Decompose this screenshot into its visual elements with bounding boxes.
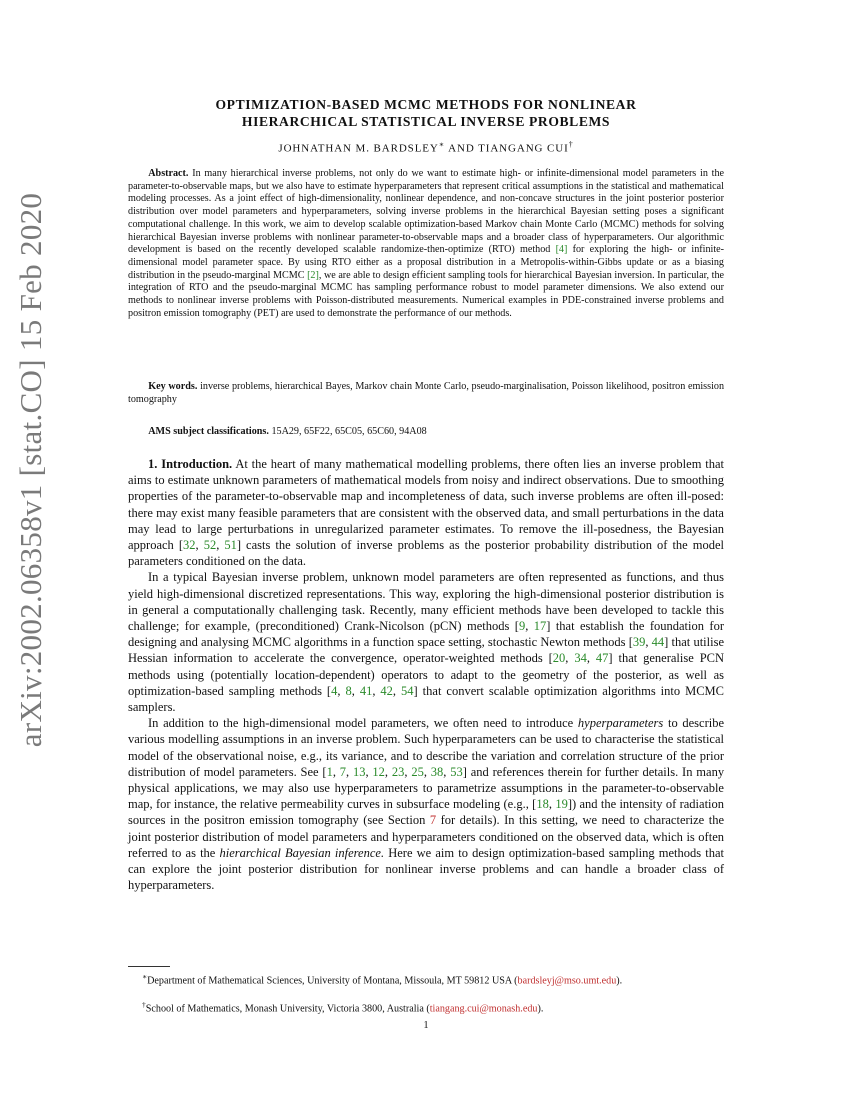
email-link[interactable]: tiangang.cui@monash.edu	[429, 1003, 538, 1015]
citation-link[interactable]: 13	[352, 764, 366, 779]
emphasis-text: hierarchical Bayesian inference.	[219, 845, 385, 860]
paragraph-text: ] that convert scalable optimization algorithms into MCMC samplers.	[128, 683, 725, 715]
keywords-text: inverse problems, hierarchical Bayes, Markov chain Monte Carlo, pseudo-marginalisation, Poisson likelihood, positron emission tomography	[128, 381, 725, 405]
citation-link[interactable]: 42	[380, 683, 393, 698]
citation-link[interactable]: 52	[203, 538, 217, 553]
citation-link[interactable]: 39	[632, 635, 646, 650]
abstract-text-2: for exploring the high- or infinite-dimensional model parameter space. By using RTO either as a proposal distribution in a Metropolis-within-Gibbs update or as a biasing distribution in the pseudo-marginal MCMC	[128, 244, 724, 281]
intro-paragraph-2: In a typical Bayesian inverse problem, unknown model parameters are often represented as functions, and thus yield high-dimensional discretized representations. This way, exploring the high-dimensional posterior distribution is in general a computationally challenging task. Recently, many efficient methods have been developed to tackle this challenge; for example, (preconditioned) Crank-Nicolson (pCN) methods [9, 17] that establish the foundation for designing and analysing MCMC algorithms in a function space setting, stochastic Newton methods [39, 44] that utilise Hessian information to accelerate the convergence, operator-weighted methods [20, 34, 47] that generalise PCN methods using (potentially location-dependent) operators to adapt to the geometry of the posterior, as well as optimization-based sampling methods [4, 8, 41, 42, 54] that convert scalable optimization algorithms into MCMC samplers.	[128, 570, 725, 715]
citation-link[interactable]: 17	[533, 619, 547, 634]
citation-link[interactable]: 32	[183, 538, 196, 553]
abstract-label: Abstract.	[148, 168, 189, 179]
paragraph-text: ] casts the solution of inverse problems as the posterior probability distribution of the model parameters conditioned on the data.	[128, 538, 724, 569]
footnote-rule	[128, 966, 170, 967]
citation-link[interactable]: 1	[326, 764, 333, 779]
keywords-label: Key words.	[148, 381, 198, 392]
citation-link[interactable]: 8	[345, 683, 352, 698]
author-separator: AND	[445, 142, 479, 155]
keywords	[128, 381, 724, 406]
abstract-text: In many hierarchical inverse problems, not only do we want to estimate high- or infinite-dimensional model parameters in the parameter-to-observable maps, but we also have to estimate hyperparameters that represent critical assumptions in the statistical and mathematical modeling processes. As a joint effect of high-dimensionality, nonlinear dependence, and non-concave structures in the joint posterior posterior distribution over model parameters and hyperparameters, solving inverse problems in the hierarchical Bayesian setting poses a significant computational challenge. In this work, we aim to develop scalable optimization-based Markov chain Monte Carlo (MCMC) methods for solving hierarchical Bayesian inverse problems with nonlinear parameter-to-observable maps and a broader class of hyperparameters. Our algorithmic development is based on the recently developed scalable randomize-then-optimize (RTO) method	[128, 168, 725, 256]
citation-link[interactable]: 25	[411, 764, 424, 779]
footnote-text: ).	[537, 1003, 544, 1015]
footnote-2	[128, 999, 724, 1016]
citation-link[interactable]: 9	[518, 619, 526, 634]
section-reference-link[interactable]: 7	[429, 813, 437, 828]
page-number: 1	[423, 1020, 429, 1031]
paragraph-text: At the heart of many mathematical modelling problems, there often lies an inverse problem that aims to estimate unknown parameters of mathematical models from noisy and indirect observations. Due to smoothing properties of the parameter-to-observable map and incompleteness of data, such inverse problems are often ill-posed: there may exist many feasible parameters that are consistent with the observed data, and small perturbations in the data may lead to large perturbations in unregularized parameter estimates. To remove the ill-posedness, the Bayesian approach [	[128, 457, 725, 553]
paragraph-text: to describe various modelling assumptions in an inverse problem. Such hyperparameters can be used to characterise the statistical model of the observational noise, e.g., its variance, and to describe the variation and correlation structure of the prior distribution of model parameters. See [	[128, 716, 725, 779]
paragraph-text: ] that utilise Hessian information to accelerate the convergence, operator-weighted methods [	[128, 635, 724, 666]
author-list	[128, 140, 724, 155]
citation-link[interactable]: 4	[331, 683, 338, 698]
author-1: JOHNATHAN M. BARDSLEY	[278, 142, 439, 155]
footnote-text: ).	[616, 975, 623, 987]
email-link[interactable]: bardsleyj@mso.umt.edu	[517, 975, 617, 987]
footnote-text: School of Mathematics, Monash University, Victoria 3800, Australia (	[145, 1003, 430, 1015]
citation-link[interactable]: 51	[224, 538, 237, 553]
emphasis-text: hyperparameters	[577, 716, 664, 731]
footnote-mark: ∗	[142, 972, 148, 981]
paragraph-text: Here we aim to design optimization-based sampling methods that can explore the joint posterior distribution for nonlinear inverse problems and can handle a broader class of hyperparameters.	[128, 845, 725, 893]
arxiv-identifier: arXiv:2002.06358v1 [stat.CO] 15 Feb 2020	[13, 192, 48, 748]
paragraph-text: for details). In this setting, we need to characterize the joint posterior distribution of model parameters and hyperparameters conditioned on the observed data, which is often referred to as the	[128, 813, 724, 860]
citation-link[interactable]: 38	[430, 764, 444, 779]
paragraph-text: In addition to the high-dimensional model parameters, we often need to introduce	[148, 716, 578, 731]
introduction-section	[128, 456, 724, 893]
citation-link[interactable]: 7	[339, 764, 347, 779]
citation-link[interactable]: 12	[372, 764, 385, 779]
intro-paragraph-3: In addition to the high-dimensional model parameters, we often need to introduce hyperparameters to describe various modelling assumptions in an inverse problem. Such hyperparameters can be used to characterise the statistical model of the observational noise, e.g., its variance, and to describe the variation and correlation structure of the prior distribution of model parameters. See [1, 7, 13, 12, 23, 25, 38, 53] and references therein for further details. In many physical applications, we may also use hyperparameters to parametrize assumptions in the parameter-to-observable map, for instance, the relative permeability curves in subsurface modeling (e.g., [18, 19]) and the intensity of radiation sources in the positron emission tomography (see Section 7 for details). In this setting, we need to characterize the joint posterior distribution of model parameters and hyperparameters conditioned on the observed data, which is often referred to as the hierarchical Bayesian inference. Here we aim to design optimization-based sampling methods that can explore the joint posterior distribution for nonlinear inverse problems and can handle a broader class of hyperparameters.	[128, 716, 725, 893]
footnote-mark: †	[142, 1000, 146, 1009]
paragraph-text: ] that establish the foundation for designing and analysing MCMC algorithms in a function space setting, stochastic Newton methods [	[128, 619, 725, 650]
citation-link[interactable]: [2]	[307, 269, 319, 281]
paragraph-text: ] that generalise PCN methods using (potentially location-dependent) operators to adapt to the geometry of the posterior, as well as optimization-based sampling methods [	[128, 651, 725, 698]
citation-link[interactable]: 47	[595, 651, 609, 666]
ams-label: AMS subject classifications.	[148, 426, 269, 437]
citation-link[interactable]: 18	[536, 797, 549, 812]
ams-classifications	[128, 426, 724, 439]
ams-text: 15A29, 65F22, 65C05, 65C60, 94A08	[271, 426, 427, 437]
citation-link[interactable]: [4]	[555, 244, 568, 256]
author-2: TIANGANG CUI	[478, 142, 569, 155]
citation-link[interactable]: 34	[574, 651, 587, 666]
paragraph-text: ] and references therein for further details. In many physical applications, we may also use hyperparameters to parametrize assumptions in the parameter-to-observable map, for instance, the relative permeability curves in subsurface modeling (e.g., [	[128, 764, 725, 812]
citation-link[interactable]: 54	[401, 683, 414, 698]
author-2-footnote-mark[interactable]: †	[568, 140, 574, 149]
citation-link[interactable]: 53	[450, 764, 463, 779]
author-1-footnote-mark[interactable]: ∗	[438, 140, 446, 149]
paragraph-text: In a typical Bayesian inverse problem, unknown model parameters are often represented as functions, and thus yield high-dimensional discretized representations. This way, exploring the high-dimensional posterior distribution is in general a computationally challenging task. Recently, many efficient methods have been developed to tackle this challenge; for example, (preconditioned) Crank-Nicolson (pCN) methods [	[128, 570, 724, 634]
abstract	[128, 168, 724, 320]
intro-paragraph-1: 1. Introduction. At the heart of many mathematical modelling problems, there often lies an inverse problem that aims to estimate unknown parameters of mathematical models from noisy and indirect observations. Due to smoothing properties of the parameter-to-observable map and incompleteness of data, such inverse problems are often ill-posed: there may exist many feasible parameters that are consistent with the observed data, and small perturbations in the data may lead to large perturbations in unregularized parameter estimates. To remove the ill-posedness, the Bayesian approach [32, 52, 51] casts the solution of inverse problems as the posterior probability distribution of the model parameters conditioned on the data.	[128, 457, 725, 569]
footnote-text: Department of Mathematical Sciences, University of Montana, Missoula, MT 59812 USA (	[147, 975, 518, 987]
arxiv-sidebar-stamp	[6, 192, 56, 748]
paragraph-text: ]) and the intensity of radiation sources in the positron emission tomography (see Section	[128, 797, 725, 828]
citation-link[interactable]: 20	[552, 651, 566, 666]
citation-link[interactable]: 19	[555, 797, 568, 812]
section-heading: 1. Introduction.	[148, 457, 233, 471]
citation-link[interactable]: 23	[391, 764, 405, 779]
paper-title-line-1: OPTIMIZATION-BASED MCMC METHODS FOR NONLINEAR	[215, 97, 637, 112]
paper-title-line-2: HIERARCHICAL STATISTICAL INVERSE PROBLEMS	[241, 114, 611, 129]
citation-link[interactable]: 41	[359, 683, 373, 698]
abstract-text-3: , we are able to design efficient sampling tools for hierarchical Bayesian inversion. In particular, the integration of RTO and the pseudo-marginal MCMC has sampling performance robust to model parameter dimensions. We also extend our methods to nonlinear inverse problems with Poisson-distributed measurements. Numerical examples in PDE-constrained inverse problems and positron emission tomography (PET) are used to demonstrate the performance of our methods.	[128, 269, 724, 319]
citation-link[interactable]: 44	[651, 635, 665, 650]
footnote-1	[128, 971, 724, 988]
